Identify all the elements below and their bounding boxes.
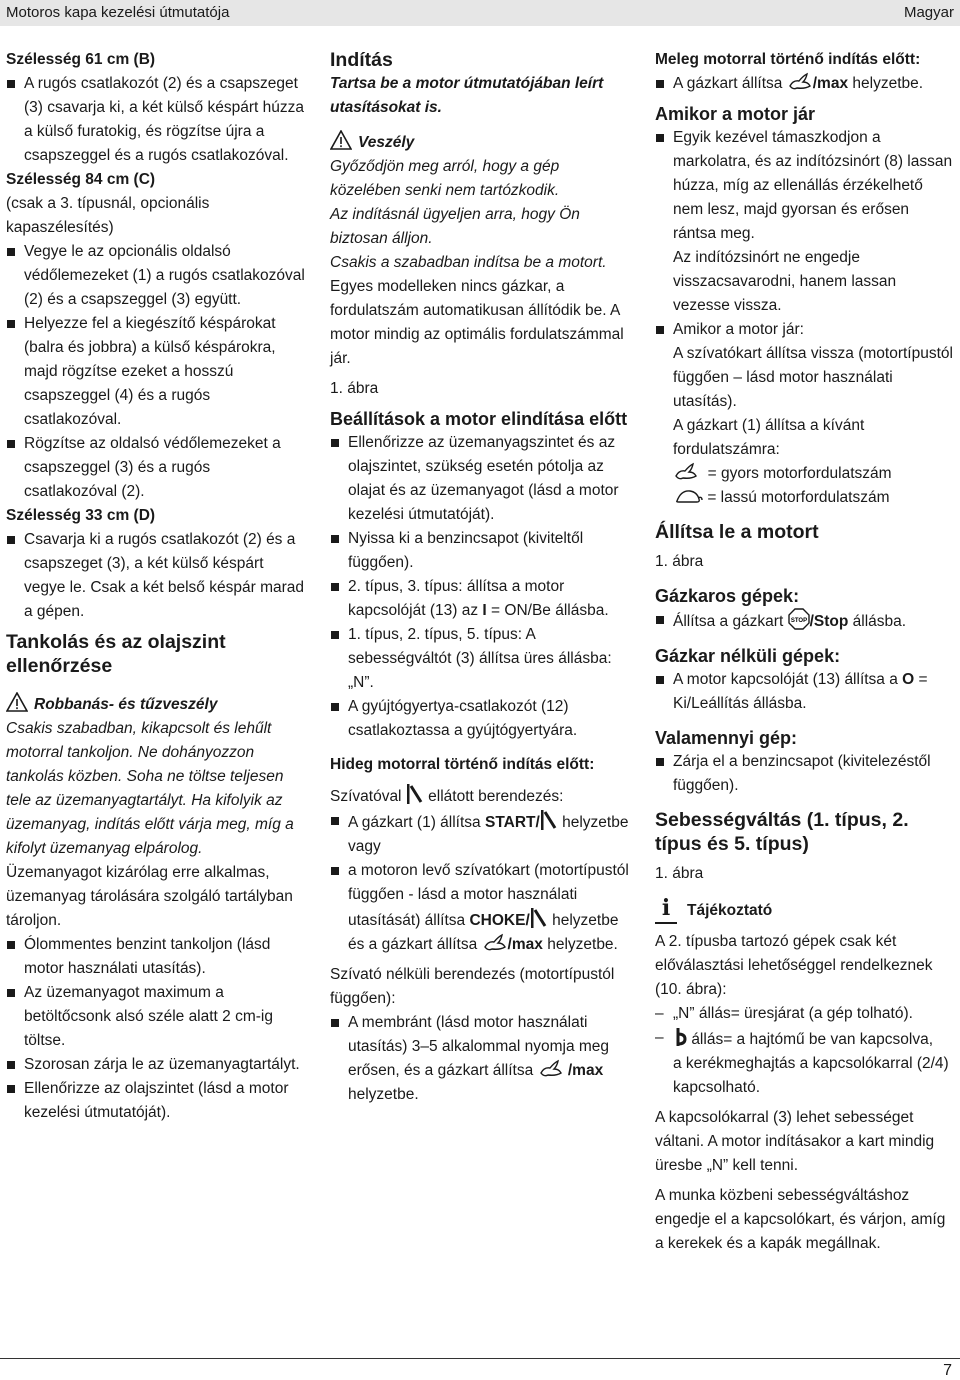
figure-ref: 1. ábra: [655, 553, 704, 570]
danger-text-1: Győződjön meg arról, hogy a gép közelében senki nem tartózkodik.: [330, 158, 560, 199]
fuel-warning-text: Csakis szabadban, kikapcsolt és lehűlt motorral tankoljon. Ne dohányozzon tankolás közben. Soha ne töltse teljesen tele az üzemanyagtartályt. Ha kifolyik az üzemanyag, indítás előtt várja meg, míg a kifolyt üzemanyag elpárolog.: [6, 720, 294, 857]
heading-all-machines: Valamennyi gép:: [655, 728, 798, 748]
info-text: A 2. típusba tartozó gépek csak két előválasztási lehetőséggel rendelkeznek (10. ábra):: [655, 933, 933, 998]
width-84-note: (csak a 3. típusnál, opcionális kapaszélesítés): [6, 195, 210, 236]
list-item: Ólommentes benzint tankoljon (lásd motor használati utasítás).: [6, 933, 306, 981]
list-item: 2. típus, 3. típus: állítsa a motor kapcsolóját (13) az I = ON/Be állásba.: [330, 575, 630, 623]
or-text: vagy: [348, 838, 381, 855]
header-title: Motoros kapa kezelési útmutatója: [6, 4, 230, 21]
list-item: A gázkart (1) állítsa START/ helyzetbe: [330, 809, 630, 835]
heading-width-33: Szélesség 33 cm (D): [6, 507, 156, 524]
danger-text-3: Csakis a szabadban indítsa be a motort.: [330, 254, 607, 271]
heading-no-throttle-machines: Gázkar nélküli gépek:: [655, 646, 841, 666]
list-item: Nyissa ki a benzincsapot (kiviteltől függően).: [330, 527, 630, 575]
danger-text-2: Az indításnál ügyeljen arra, hogy Ön biztosan álljon.: [330, 206, 580, 247]
throttle-text: Egyes modelleken nincs gázkar, a fordulatszám automatikusan állítódik be. A motor mindig az optimális fordulatszámmal jár.: [330, 278, 624, 367]
list-item: A gázkart állítsa /max helyzetbe.: [655, 72, 955, 96]
off-symbol: O: [902, 671, 915, 688]
heading-width-84: Szélesség 84 cm (C): [6, 171, 156, 188]
page-header: [0, 0, 960, 26]
list-item: – állás= a hajtómű be van kapcsolva, a kerékmeghajtás a kapcsolókarral (2/4) kapcsolható.: [655, 1026, 955, 1100]
column-3: [655, 48, 955, 1256]
rabbit-icon: [787, 72, 813, 92]
list-item: A motor kapcsolóját (13) állítsa a O = Ki/Leállítás állásba.: [655, 668, 955, 716]
fuel-text: Üzemanyagot kizárólag erre alkalmas, üzemanyag tárolására szolgáló tartályban tároljon.: [6, 864, 293, 929]
info-title: i Tájékoztató: [655, 896, 955, 924]
list-item: Az üzemanyagot maximum a betöltőcsonk alsó széle alatt 2 cm-ig töltse.: [6, 981, 306, 1053]
list-item: Állítsa a gázkart STOP /Stop állásba.: [655, 608, 955, 634]
gear-icon: [673, 1026, 687, 1048]
fuel-warning-title: Robbanás- és tűzveszély: [6, 692, 306, 717]
gear-text-1: A kapcsolókarral (3) lehet sebességet váltani. A motor indításakor a kart mindig üresbe „N” kell tenni.: [655, 1109, 935, 1174]
heading-start: Indítás: [330, 49, 393, 71]
list-item: Ellenőrizze az üzemanyagszintet és az olajszintet, szükség esetén pótolja az olajat és az üzemanyagot (lásd a motor kezelési útmutatóját).: [330, 431, 630, 527]
heading-throttle-machines: Gázkaros gépek:: [655, 586, 800, 606]
gear-text-2: A munka közbeni sebességváltáshoz engedje el a kapcsolókart, és várjon, amíg a kerekek és a kapák megállnak.: [655, 1187, 946, 1252]
heading-cold-start: Hideg motorral történő indítás előtt:: [330, 756, 595, 773]
no-choke-text: Szívató nélküli berendezés (motortípustól függően):: [330, 966, 615, 1007]
fast-speed: = gyors motorfordulatszám: [655, 462, 955, 486]
rabbit-icon: [538, 1059, 564, 1079]
heading-settings: Beállítások a motor elindítása előtt: [330, 409, 628, 429]
choke-icon: [530, 907, 548, 929]
heading-fuel: Tankolás és az olajszint ellenőrzése: [6, 631, 226, 677]
list-item: Zárja el a benzincsapot (kivitelezéstől függően).: [655, 750, 955, 798]
start-subtitle: Tartsa be a motor útmutatójában leírt utasításokat is.: [330, 75, 604, 116]
list-item: Ellenőrizze az olajszintet (lásd a motor kezelési útmutatóját).: [6, 1077, 306, 1125]
list-item: Egyik kezével támaszkodjon a markolatra, és az indítózsinórt (8) lassan húzza, míg az ellenállás érzékelhető nem lesz, majd gyorsan és erősen rántsa meg. Az indítózsinórt ne engedje visszacsavarodni, hanem lassan vezesse vissza.: [655, 126, 955, 318]
list-item: a motoron levő szívatókart (motortípustól függően - lásd a motor használati utasítását) állítsa CHOKE/ helyzetbe és a gázkart állítsa /max helyzetbe.: [330, 859, 630, 957]
danger-title: Veszély: [330, 130, 630, 155]
choke-text: Szívatóval ellátott berendezés:: [330, 783, 630, 809]
footer-divider: [0, 1358, 960, 1359]
header-language: Magyar: [903, 4, 954, 21]
on-symbol: I: [482, 602, 487, 619]
list-item: 1. típus, 2. típus, 5. típus: A sebességváltót (3) állítsa üres állásba: „N”.: [330, 623, 630, 695]
info-icon: i: [655, 896, 677, 924]
list-item: Amikor a motor jár: A szívatókart állítsa vissza (motortípustól függően – lásd motor használati utasítás). A gázkart (1) állítsa a kívánt fordulatszámra:: [655, 318, 955, 462]
rabbit-icon: [673, 462, 699, 482]
rabbit-icon: [482, 933, 508, 953]
heading-width-61: Szélesség 61 cm (B): [6, 51, 156, 68]
stop-icon: [788, 608, 810, 630]
choke-icon: [406, 783, 424, 805]
list-item: A membránt (lásd motor használati utasítás) 3–5 alkalommal nyomja meg erősen, és a gázkart állítsa /max helyzetbe.: [330, 1011, 630, 1107]
figure-ref: 1. ábra: [330, 380, 379, 397]
warning-icon: [6, 692, 28, 712]
heading-gear-change: Sebességváltás (1. típus, 2. típus és 5. típus): [655, 809, 909, 855]
list-item: A gyújtógyertya-csatlakozót (12) csatlakoztassa a gyújtógyertyára.: [330, 695, 630, 743]
svg-text:STOP: STOP: [790, 618, 807, 624]
figure-ref: 1. ábra: [655, 865, 704, 882]
list-item: Rögzítse az oldalsó védőlemezeket a csapszeggel (3) és a rugós csatlakozóval (2).: [6, 432, 306, 504]
heading-stop-engine: Állítsa le a motort: [655, 521, 819, 543]
column-1: [6, 48, 306, 1125]
list-item: – „N” állás= üresjárat (a gép tolható).: [655, 1005, 913, 1022]
heading-warm-start: Meleg motorral történő indítás előtt:: [655, 51, 921, 68]
page-number: 7: [943, 1362, 952, 1379]
warning-icon: [330, 130, 352, 150]
heading-running: Amikor a motor jár: [655, 104, 816, 124]
list-item: Vegye le az opcionális oldalsó védőlemezeket (1) a rugós csatlakozóval (2) és a csapszeggel (3) együtt.: [6, 240, 306, 312]
turtle-icon: [673, 486, 703, 506]
list-item: Szorosan zárja le az üzemanyagtartályt.: [6, 1053, 306, 1077]
list-item: Helyezze fel a kiegészítő késpárokat (balra és jobbra) a külső késpárokra, majd rögzítse ezeket a hosszú csapszeggel (4) és a rugós csatlakozóval.: [6, 312, 306, 432]
choke-icon: [540, 809, 558, 831]
slow-speed: = lassú motorfordulatszám: [655, 486, 955, 510]
column-2: [330, 48, 630, 1107]
list-item: Csavarja ki a rugós csatlakozót (2) és a csapszeget (3), a két külső késpárt vegye le. Csak a két belső késpár marad a gépen.: [6, 528, 306, 624]
list-item: A rugós csatlakozót (2) és a csapszeget (3) csavarja ki, a két külső késpárt húzza a külső furatokig, és rögzítse újra a csapszeggel és a rugós csatlakozóval.: [6, 72, 306, 168]
